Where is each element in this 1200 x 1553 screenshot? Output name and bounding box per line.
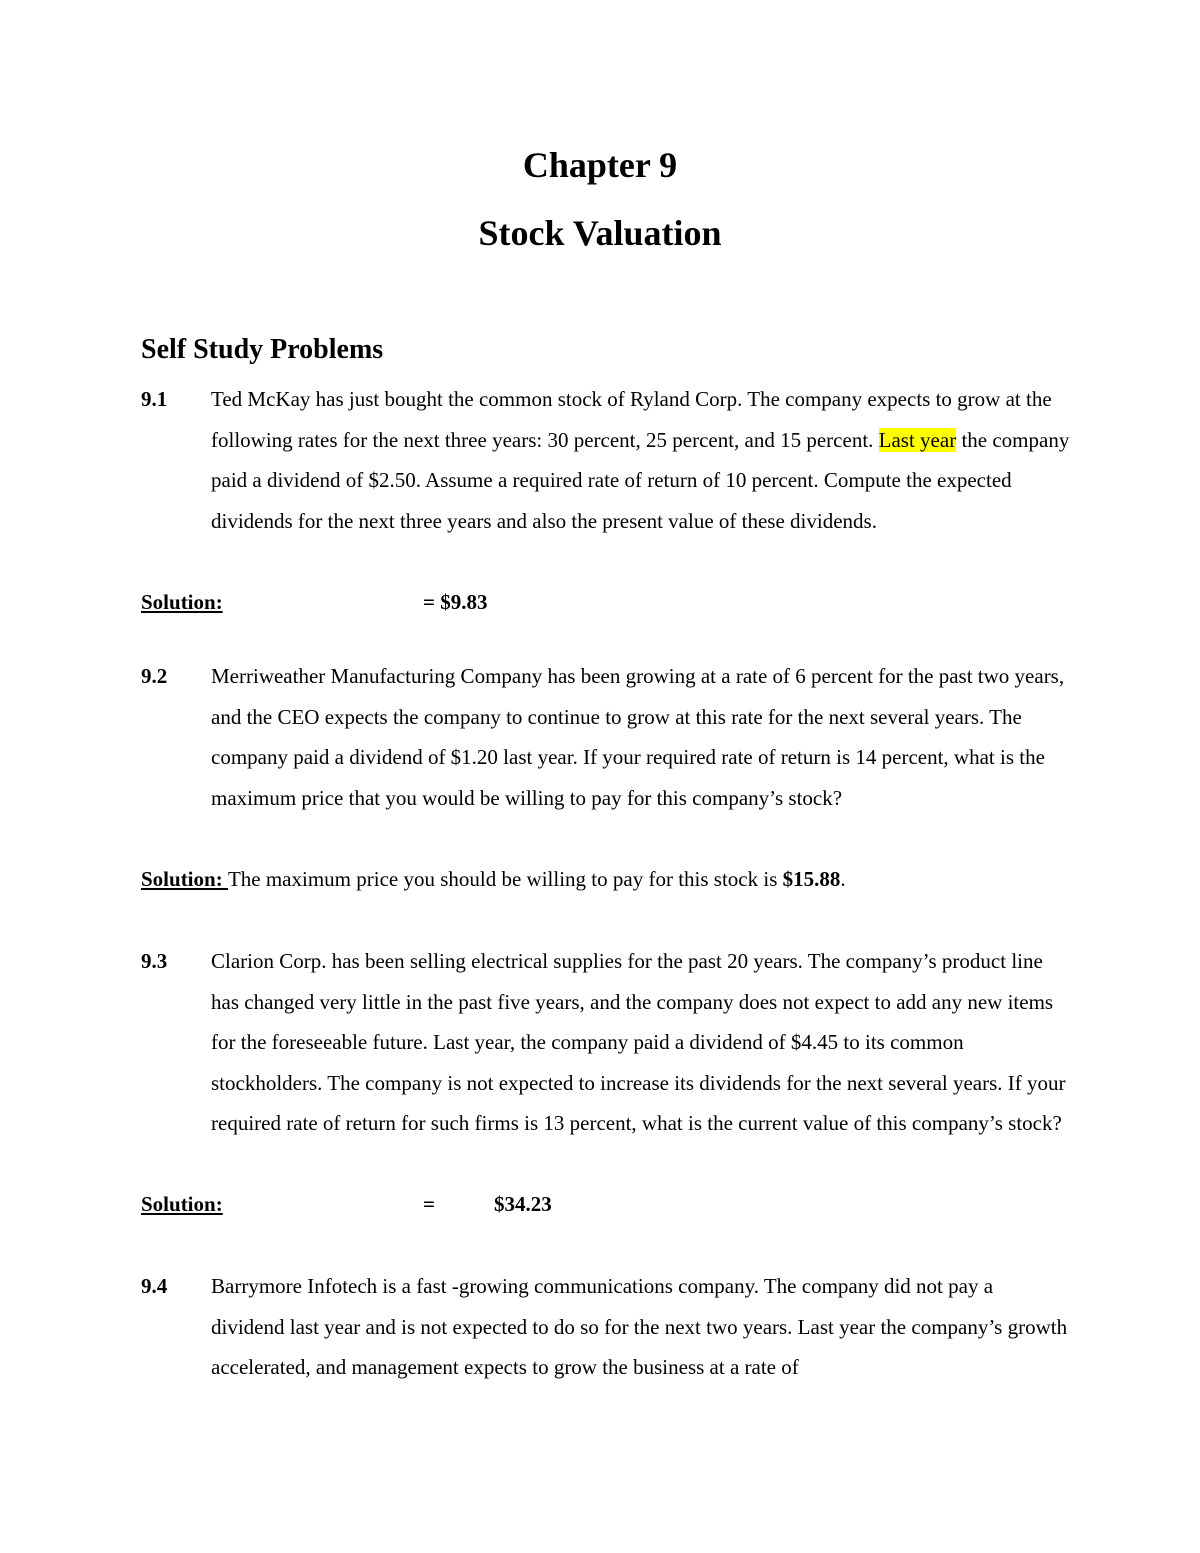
solution-9-1 (141, 582, 488, 623)
chapter-title: Stock Valuation (478, 213, 722, 253)
solution-value: $34.23 (494, 1192, 552, 1216)
section-heading: Self Study Problems (141, 334, 384, 365)
solution-value: $15.88 (782, 867, 841, 891)
problem-text: Clarion Corp. has been selling electrical supplies for the past 20 years. The company’s product line has changed very little in the past five years, and the company does not expect to add any new items for the foreseeable future. Last year, the company paid a dividend of $4.45 to its common stockholders. The company is not expected to increase its dividends for the next several years. If your required rate of return for such firms is 13 percent, what is the current value of this company’s stock? (211, 949, 1066, 1136)
problem-number: 9.4 (141, 1274, 168, 1298)
problem-text: Merriweather Manufacturing Company has been growing at a rate of 6 percent for the past two years, and the CEO expects the company to continue to grow at this rate for the next several years. The company paid a dividend of $1.20 last year. If your required rate of return is 14 percent, what is the maximum price that you would be willing to pay for this company’s stock? (211, 664, 1065, 810)
problem-number: 9.2 (141, 664, 168, 688)
problem-text (211, 379, 1071, 541)
solution-label: Solution: (141, 1192, 223, 1216)
problem-text-before: Ted McKay has just bought the common stock of Ryland Corp. The company expects to grow at the following rates for the next three years: 30 percent, 25 percent, and 15 percent. (211, 387, 1052, 452)
solution-9-3 (141, 1184, 552, 1225)
solution-9-2 (141, 859, 846, 900)
solution-result: = $9.83 (423, 590, 488, 614)
problem-number: 9.3 (141, 949, 168, 973)
highlighted-text: Last year (878, 427, 957, 452)
solution-equals: = (423, 1192, 435, 1216)
solution-end: . (840, 867, 846, 891)
solution-label: Solution: (141, 867, 228, 891)
chapter-number: Chapter 9 (522, 145, 678, 185)
solution-text: The maximum price you should be willing to pay for this stock is (227, 867, 783, 891)
problem-text: Barrymore Infotech is a fast -growing communications company. The company did not pay a dividend last year and is not expected to do so for the next two years. Last year the company’s growth accelerated, and management expects to grow the business at a rate of (211, 1274, 1068, 1380)
problem-text-after: the company paid a dividend of $2.50. Assume a required rate of return of 10 percent. Compute the expected dividends for the next three years and also the present value of these dividends. (211, 427, 1070, 533)
solution-label: Solution: (141, 590, 223, 614)
problem-number: 9.1 (141, 387, 168, 411)
